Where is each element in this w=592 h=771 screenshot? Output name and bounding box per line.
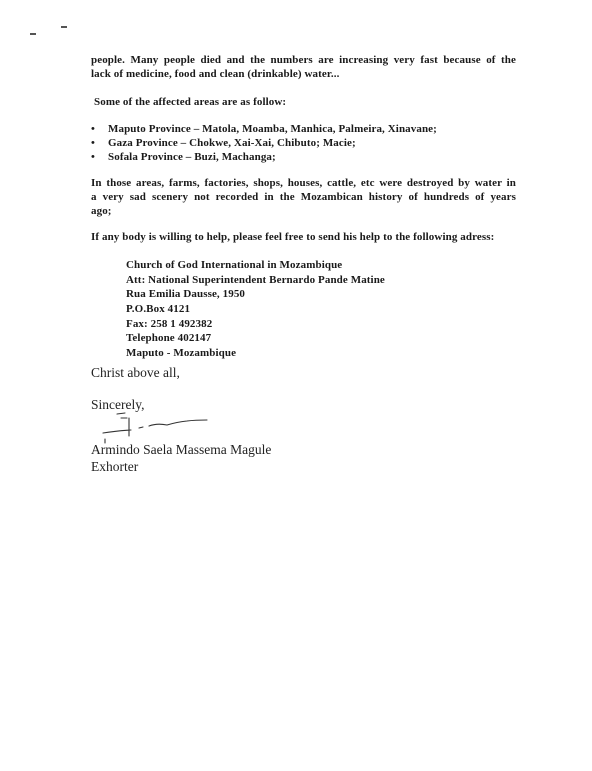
scan-mark-left	[30, 33, 36, 35]
destruction-line-2: a very sad scenery not recorded in the Mozambican history of hundreds of years	[91, 191, 516, 203]
areas-heading: Some of the affected areas are as follow:	[94, 96, 287, 108]
scan-mark-right	[61, 26, 67, 28]
signer-title: Exhorter	[91, 459, 139, 474]
intro-line-1: people. Many people died and the numbers are increasing very fast because of the	[91, 54, 516, 66]
area-text: Maputo Province – Matola, Moamba, Manhica, Palmeira, Xinavane;	[108, 123, 437, 135]
closing-blessing: Christ above all,	[91, 365, 180, 380]
intro-paragraph	[91, 53, 516, 81]
address-organization: Church of God International in Mozambique	[126, 259, 343, 271]
bullet-icon: •	[91, 137, 95, 149]
address-fax: Fax: 258 1 492382	[126, 317, 213, 330]
address-street: Rua Emilia Dausse, 1950	[126, 288, 246, 301]
closing-valediction: Sincerely,	[91, 397, 145, 412]
intro-line-2: lack of medicine, food and clean (drinkable) water...	[91, 68, 340, 80]
address-po-box: P.O.Box 4121	[126, 303, 191, 316]
address-telephone: Telephone 402147	[126, 332, 212, 345]
help-request-paragraph: If any body is willing to help, please feel free to send his help to the following adress:	[91, 231, 495, 243]
area-text: Gaza Province – Chokwe, Xai-Xai, Chibuto; Macie;	[108, 137, 356, 149]
handwritten-signature	[95, 410, 220, 446]
list-item	[91, 122, 437, 136]
address-block	[126, 258, 385, 361]
list-item	[91, 136, 437, 150]
address-city: Maputo - Mozambique	[126, 347, 237, 360]
area-text: Sofala Province – Buzi, Machanga;	[108, 151, 276, 163]
address-attention: Att: National Superintendent Bernardo Pande Matine	[126, 273, 385, 286]
list-item	[91, 150, 437, 164]
destruction-paragraph	[91, 176, 516, 218]
bullet-icon: •	[91, 151, 95, 163]
affected-areas-list	[91, 122, 437, 164]
bullet-icon: •	[91, 123, 95, 135]
destruction-line-3: ago;	[91, 205, 112, 217]
destruction-line-1: In those areas, farms, factories, shops, houses, cattle, etc were destroyed by water in	[91, 177, 516, 189]
signer-name: Armindo Saela Massema Magule	[91, 442, 272, 457]
